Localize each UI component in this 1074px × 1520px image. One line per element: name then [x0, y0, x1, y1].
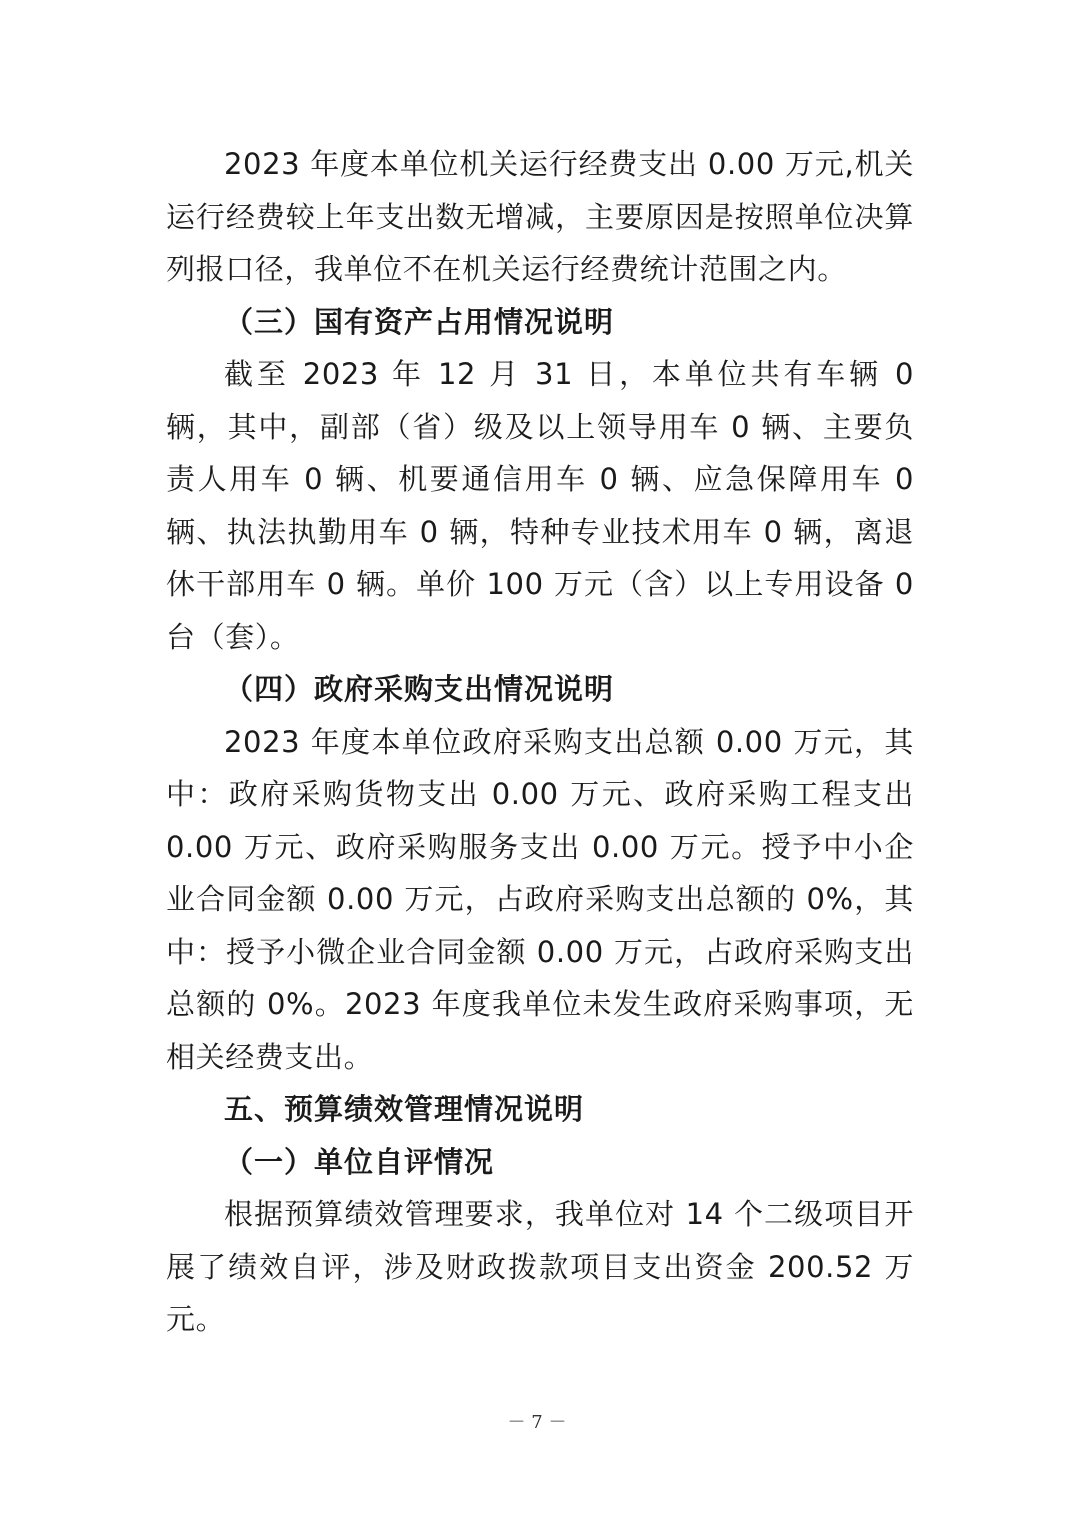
paragraph-operating-expenses: 2023 年度本单位机关运行经费支出 0.00 万元,机关运行经费较上年支出数无增减，主要原因是按照单位决算列报口径，我单位不在机关运行经费统计范围之内。 [166, 147, 914, 286]
document-body [166, 138, 914, 1346]
page-number: － 7 － [507, 1412, 567, 1433]
paragraph-procurement: 2023 年度本单位政府采购支出总额 0.00 万元，其中：政府采购货物支出 0.00 万元、政府采购工程支出 0.00 万元、政府采购服务支出 0.00 万元。授予中小企业合同金额 0.00 万元，占政府采购支出总额的 0%，其中：授予小微企业合同金额 0.00 万元，占政府采购支出总额的 0%。2023 年度我单位未发生政府采购事项，无相关经费支出。 [166, 724, 914, 1074]
heading-self-evaluation: （一）单位自评情况 [224, 1144, 495, 1179]
heading-performance-management: 五、预算绩效管理情况说明 [224, 1092, 585, 1126]
heading-state-assets: （三）国有资产占用情况说明 [224, 304, 615, 339]
heading-government-procurement: （四）政府采购支出情况说明 [224, 672, 615, 706]
paragraph-self-evaluation: 根据预算绩效管理要求，我单位对 14 个二级项目开展了绩效自评，涉及财政拨款项目支出资金 200.52 万元。 [166, 1197, 914, 1336]
paragraph-vehicles: 截至 2023 年 12 月 31 日，本单位共有车辆 0 辆，其中，副部（省）级及以上领导用车 0 辆、主要负责人用车 0 辆、机要通信用车 0 辆、应急保障用车 0 辆、执法执勤用车 0 辆，特种专业技术用车 0 辆，离退休干部用车 0 辆。单价 100 万元（含）以上专用设备 0 台（套）。 [166, 357, 914, 654]
